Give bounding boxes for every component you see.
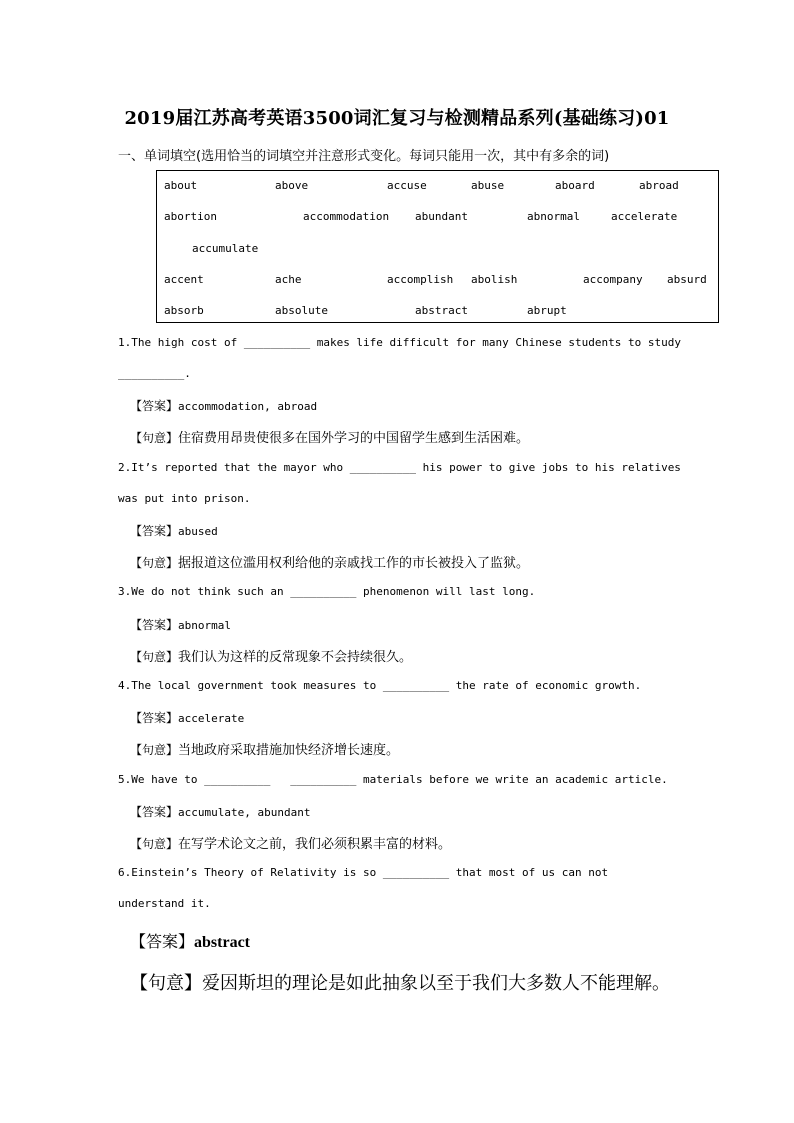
question-1-cont — [118, 367, 191, 380]
word-bank-item: accent — [164, 273, 204, 286]
question-4 — [118, 679, 641, 692]
answer-label: 【答案】 — [130, 932, 195, 951]
answer-value: abnormal — [178, 619, 231, 632]
meaning-6 — [130, 969, 670, 995]
question-text: 4.The local government took measures to — [118, 679, 383, 692]
answer-5 — [130, 803, 310, 820]
answer-value: accumulate, abundant — [178, 806, 311, 819]
question-1 — [118, 336, 681, 349]
word-bank-item: accelerate — [611, 210, 678, 223]
document-title: 2019届江苏高考英语3500词汇复习与检测精品系列(基础练习)01 — [124, 108, 670, 129]
word-bank-box — [156, 170, 719, 323]
meaning-label: 【句意】 — [130, 973, 202, 994]
meaning-text: 我们认为这样的反常现象不会持续很久。 — [178, 650, 413, 665]
meaning-text: 住宿费用昂贵使很多在国外学习的中国留学生感到生活困难。 — [178, 431, 530, 446]
meaning-5 — [130, 833, 451, 852]
answer-blank: __________ — [290, 773, 357, 786]
answer-blank: __________ — [243, 336, 311, 349]
word-bank-item: abrupt — [527, 304, 567, 317]
answer-value: abstract — [194, 934, 250, 951]
question-text: that most of us can not — [449, 866, 609, 879]
question-2-cont — [118, 492, 250, 505]
meaning-1 — [130, 427, 529, 446]
word-bank-item: abroad — [639, 179, 679, 192]
word-bank-item: above — [275, 179, 309, 192]
answer-blank: __________ — [382, 866, 450, 879]
answer-4 — [130, 709, 244, 726]
question-text: 1.The high cost of — [118, 336, 244, 349]
answer-blank: __________ — [382, 679, 450, 692]
question-3 — [118, 585, 535, 598]
question-2 — [118, 461, 681, 474]
question-text: the rate of economic growth. — [449, 679, 642, 692]
meaning-3 — [130, 646, 412, 665]
question-text: was put into prison. — [118, 492, 251, 505]
word-bank-item: ache — [275, 273, 302, 286]
answer-blank: __________ — [118, 367, 185, 380]
answer-blank: __________ — [349, 461, 417, 474]
word-bank-item: abnormal — [527, 210, 580, 223]
answer-label: 【答案】 — [130, 399, 179, 413]
meaning-text: 爱因斯坦的理论是如此抽象以至于我们大多数人不能理解。 — [202, 973, 670, 994]
question-text: 3.We do not think such an — [118, 585, 291, 598]
answer-value: accommodation, abroad — [178, 400, 318, 413]
question-6-cont — [118, 897, 211, 910]
meaning-text: 据报道这位滥用权利给他的亲戚找工作的市长被投入了监狱。 — [178, 556, 530, 571]
question-text: 6.Einstein’s Theory of Relativity is so — [118, 866, 383, 879]
word-bank-item: absorb — [164, 304, 204, 317]
answer-label: 【答案】 — [130, 711, 179, 725]
answer-value: accelerate — [178, 712, 245, 725]
meaning-label: 【句意】 — [130, 431, 179, 445]
word-bank-item: about — [164, 179, 198, 192]
answer-label: 【答案】 — [130, 805, 179, 819]
answer-label: 【答案】 — [130, 618, 179, 632]
word-bank-item: accuse — [387, 179, 427, 192]
question-text: his power to give jobs to his relatives — [416, 461, 681, 474]
answer-value: abused — [178, 525, 218, 538]
question-6 — [118, 866, 608, 879]
section-heading: 一、单词填空(选用恰当的词填空并注意形式变化。每词只能用一次，其中有多余的词) — [118, 149, 610, 164]
word-bank-item: abstract — [415, 304, 468, 317]
answer-1 — [130, 397, 317, 414]
word-bank-item: accompany — [583, 273, 643, 286]
word-bank-item: accommodation — [303, 210, 390, 223]
meaning-text: 当地政府采取措施加快经济增长速度。 — [178, 743, 400, 758]
word-bank-item: absolute — [275, 304, 328, 317]
question-text: makes life difficult for many Chinese students to study — [310, 336, 681, 349]
meaning-2 — [130, 552, 529, 571]
meaning-text: 在写学术论文之前，我们必须积累丰富的材料。 — [178, 837, 452, 852]
answer-2 — [130, 522, 218, 539]
question-text: 2.It’s reported that the mayor who — [118, 461, 350, 474]
word-bank-item: accumulate — [192, 242, 259, 255]
word-bank-item: absurd — [667, 273, 707, 286]
meaning-label: 【句意】 — [130, 650, 179, 664]
meaning-label: 【句意】 — [130, 743, 179, 757]
question-text: understand it. — [118, 897, 211, 910]
word-bank-item: accomplish — [387, 273, 454, 286]
answer-6 — [130, 929, 250, 952]
word-bank-item: aboard — [555, 179, 595, 192]
answer-blank: __________ — [290, 585, 357, 598]
word-bank-item: abortion — [164, 210, 217, 223]
meaning-label: 【句意】 — [130, 837, 179, 851]
question-text: materials before we write an academic article. — [356, 773, 668, 786]
word-bank-item: abolish — [471, 273, 518, 286]
answer-3 — [130, 616, 231, 633]
question-5 — [118, 773, 668, 786]
question-text — [270, 773, 290, 786]
question-text: 5.We have to — [118, 773, 205, 786]
word-bank-item: abundant — [415, 210, 468, 223]
meaning-label: 【句意】 — [130, 556, 179, 570]
question-text: phenomenon will last long. — [356, 585, 536, 598]
question-text: . — [184, 367, 191, 380]
answer-blank: __________ — [204, 773, 271, 786]
word-bank-item: abuse — [471, 179, 505, 192]
answer-label: 【答案】 — [130, 524, 179, 538]
meaning-4 — [130, 739, 399, 758]
